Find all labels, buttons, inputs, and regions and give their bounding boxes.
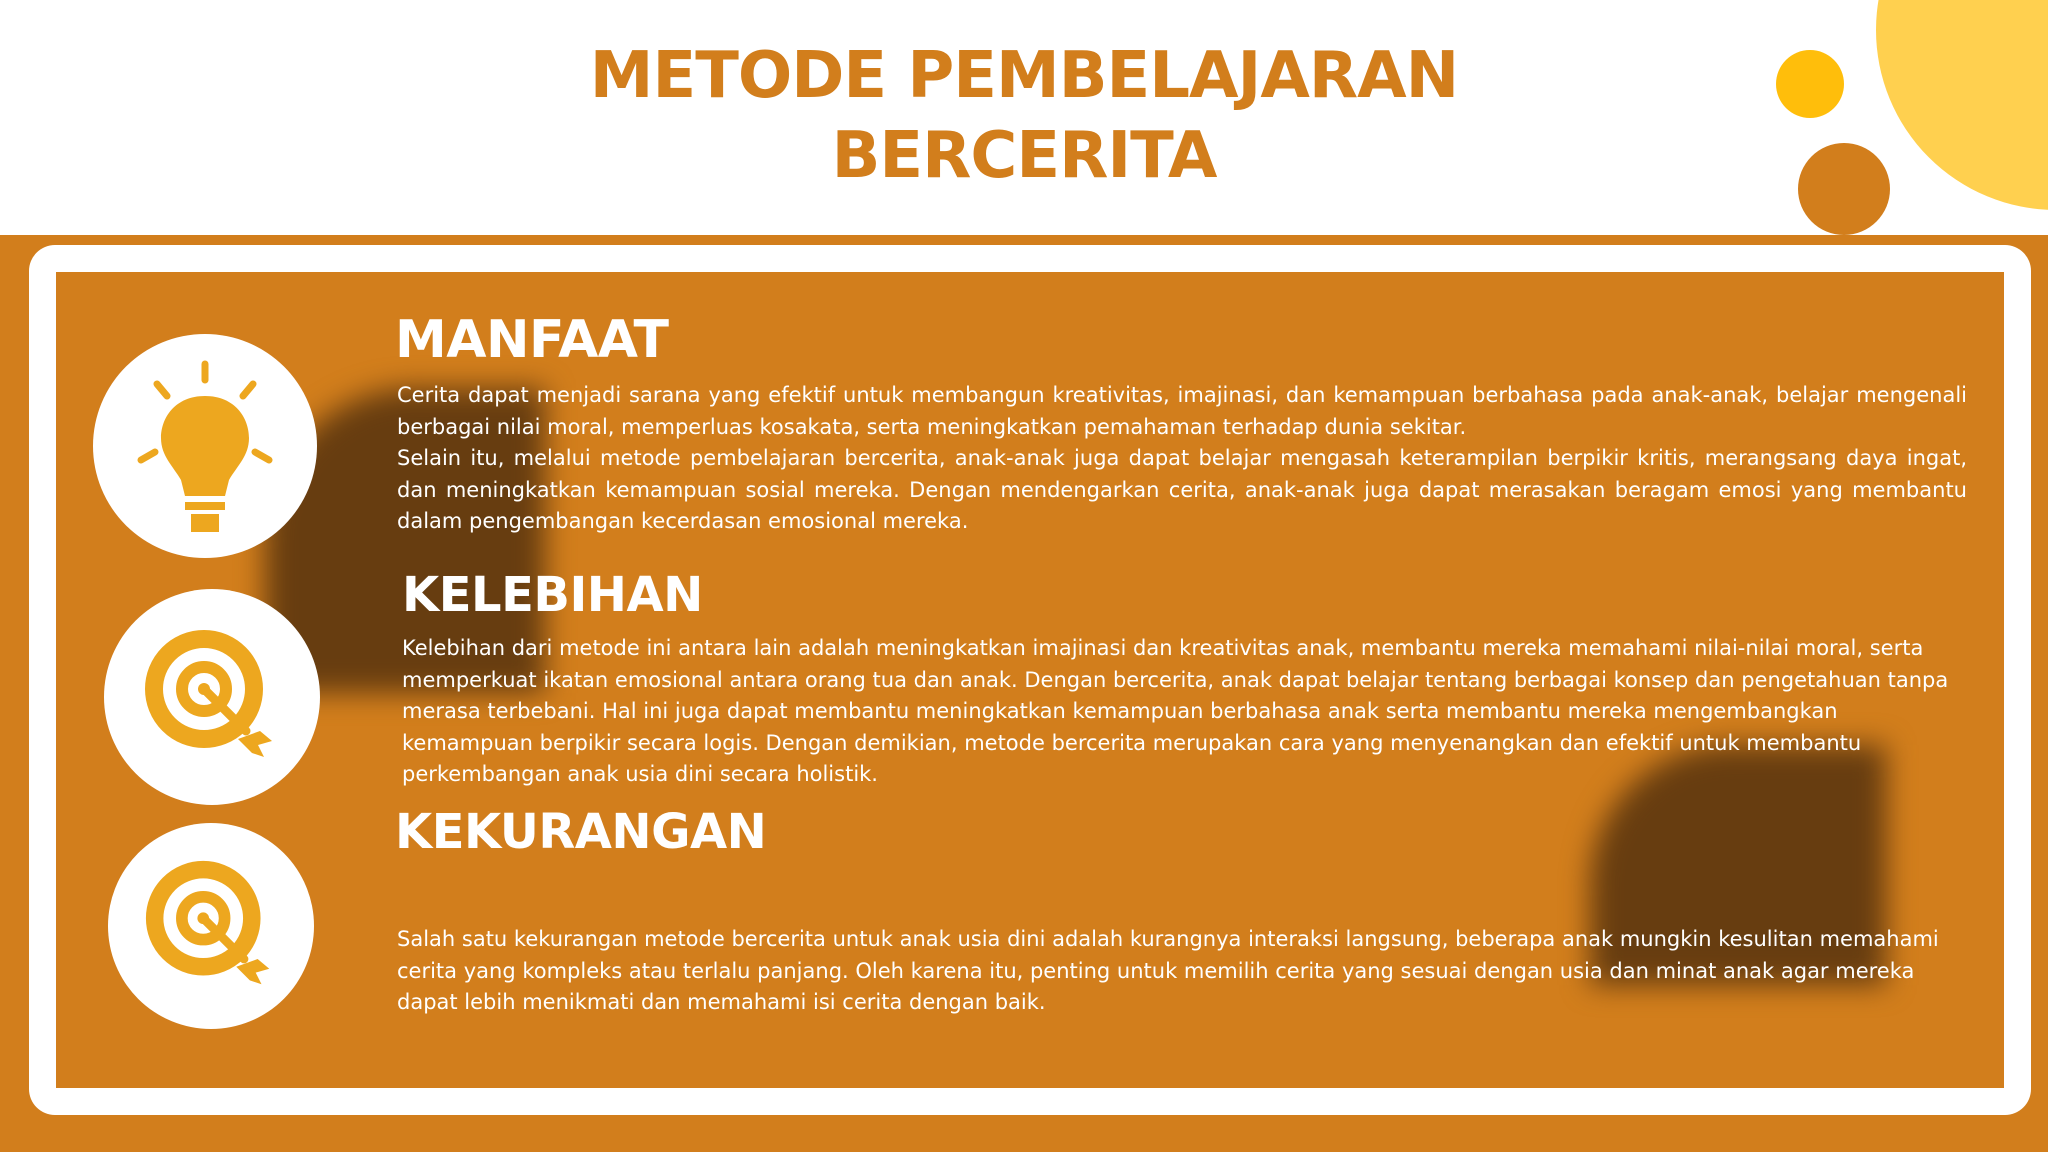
page-title xyxy=(0,36,2048,196)
section-text-kelebihan xyxy=(402,633,1967,791)
kelebihan-paragraph-1: Kelebihan dari metode ini antara lain adalah meningkatkan imajinasi dan kreativitas anak, membantu mereka memahami nilai-nilai moral, serta memperkuat ikatan emosional antara orang tua dan anak. Dengan bercerita, anak dapat belajar tentang berbagai konsep dan pengetahuan tanpa merasa terbebani. Hal ini juga dapat membantu meningkatkan kemampuan berbahasa anak serta membantu mereka mengembangkan kemampuan berpikir secara logis. Dengan demikian, metode bercerita merupakan cara yang menyenangkan dan efektif untuk membantu perkembangan anak usia dini secara holistik. xyxy=(402,636,1949,786)
decorative-circle-small-orange xyxy=(1798,143,1890,235)
section-heading-kelebihan: KELEBIHAN xyxy=(402,567,703,623)
icon-circle-kekurangan xyxy=(108,823,314,1029)
page-title-line-1: METODE PEMBELAJARAN xyxy=(589,39,1459,113)
section-text-kekurangan xyxy=(397,924,1967,1019)
icon-circle-manfaat xyxy=(93,334,317,558)
section-heading-manfaat: MANFAAT xyxy=(395,310,669,370)
manfaat-paragraph-1: Cerita dapat menjadi sarana yang efektif untuk membangun kreativitas, imajinasi, dan kemampuan berbahasa pada anak-anak, belajar mengenali berbagai nilai moral, memperluas kosakata, serta meningkatkan pemahaman terhadap dunia sekitar. xyxy=(397,383,1967,439)
target-icon xyxy=(143,858,279,994)
target-icon xyxy=(142,627,282,767)
page-title-line-2: BERCERITA xyxy=(831,119,1217,193)
decorative-circle-small-yellow xyxy=(1776,50,1844,118)
section-text-manfaat xyxy=(397,380,1967,538)
manfaat-paragraph-2: Selain itu, melalui metode pembelajaran bercerita, anak-anak juga dapat belajar mengasah keterampilan berpikir kritis, merangsang daya ingat, dan meningkatkan kemampuan sosial mereka. Dengan mendengarkan cerita, anak-anak juga dapat merasakan beragam emosi yang membantu dalam pengembangan kecerdasan emosional mereka. xyxy=(397,446,1967,533)
kekurangan-paragraph-1: Salah satu kekurangan metode bercerita untuk anak usia dini adalah kurangnya interaksi langsung, beberapa anak mungkin kesulitan memahami cerita yang kompleks atau terlalu panjang. Oleh karena itu, penting untuk memilih cerita yang sesuai dengan usia dan minat anak agar mereka dapat lebih menikmati dan memahami isi cerita dengan baik. xyxy=(397,927,1939,1014)
lightbulb-icon xyxy=(115,356,295,536)
section-heading-kekurangan: KEKURANGAN xyxy=(395,804,767,860)
icon-circle-kelebihan xyxy=(104,589,320,805)
